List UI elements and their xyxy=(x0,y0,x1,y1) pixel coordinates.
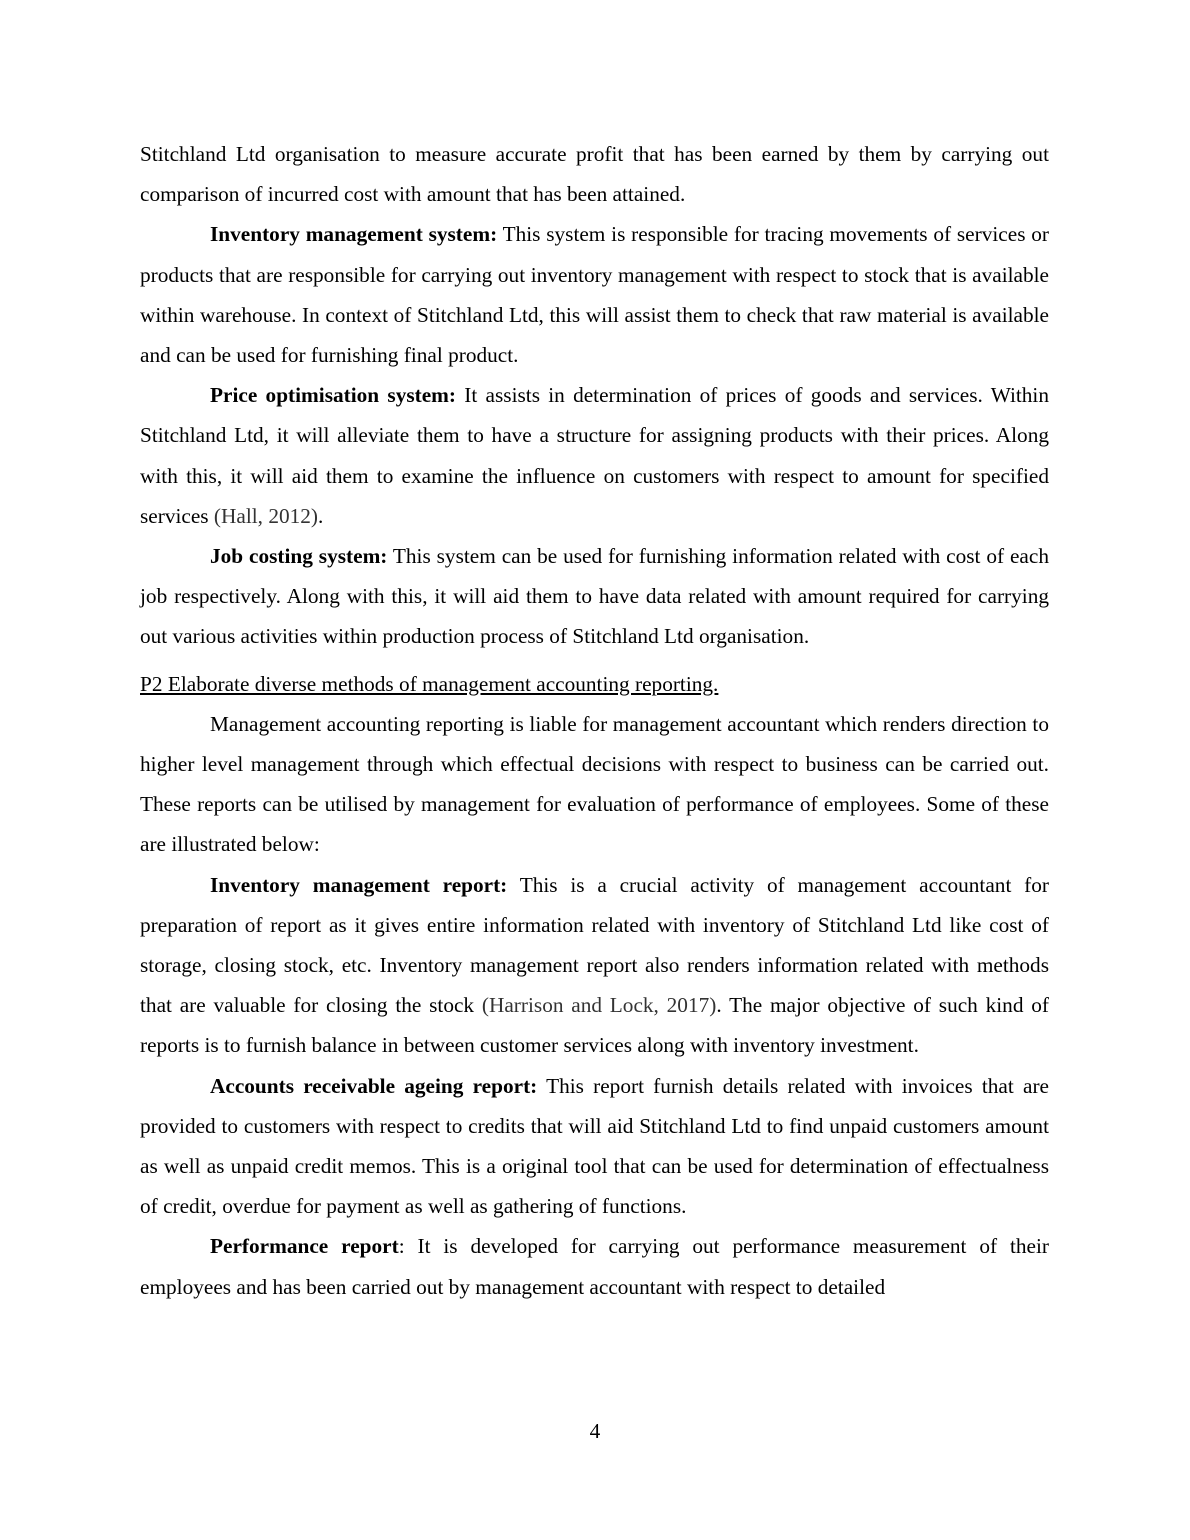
inventory-management-report-text: This is a crucial activity of management accountant for preparation of report as it gives entire information related with inventory of Stitchland Ltd like cost of storage, closing stock, etc. Inventory management report also renders information related with methods that are valuable for closing the stock xyxy=(140,872,1049,1018)
accounts-receivable-ageing-report-text: This report furnish details related with invoices that are provided to customers with respect to credits that will aid Stitchland Ltd to find unpaid customers amount as well as unpaid credit memos. This is a original tool that can be used for determination of effectualness of credit, overdue for payment as well as gathering of functions. xyxy=(140,1073,1050,1219)
performance-report-term: Performance report xyxy=(210,1234,399,1259)
price-optimisation-system-term: Price optimisation system: xyxy=(210,383,457,408)
accounts-receivable-ageing-report-term: Accounts receivable ageing report: xyxy=(210,1073,538,1098)
inventory-management-report-term: Inventory management report: xyxy=(210,872,508,897)
inventory-management-system-term: Inventory management system: xyxy=(210,222,498,247)
performance-report-paragraph xyxy=(140,1226,1049,1306)
performance-report-text: : It is developed for carrying out performance measurement of their employees and has been carried out by management accountant with respect to detailed xyxy=(140,1234,1049,1299)
price-optimisation-system-text: It assists in determination of prices of goods and services. Within Stitchland Ltd, it will alleviate them to have a structure for assigning products with their prices. Along with this, it will aid them to examine the influence on customers with respect to amount for specified services xyxy=(140,383,1049,528)
accounts-receivable-ageing-report-paragraph xyxy=(140,1066,1049,1227)
job-costing-system-text: This system can be used for furnishing information related with cost of each job respectively. Along with this, it will aid them to have data related with amount required for carrying out various activities within production process of Stitchland Ltd organisation. xyxy=(140,544,1049,649)
job-costing-system-paragraph xyxy=(140,536,1049,657)
intro-paragraph: Stitchland Ltd organisation to measure accurate profit that has been earned by them by carrying out comparison of incurred cost with amount that has been attained. xyxy=(140,142,1049,207)
citation-harrison-lock-2017: (Harrison and Lock, 2017) xyxy=(481,993,717,1018)
page-body xyxy=(140,134,1049,1307)
inventory-management-system-paragraph xyxy=(140,214,1049,375)
inventory-management-report-end: . The major objective of such kind of reports is to furnish balance in between customer services along with inventory investment. xyxy=(140,993,1049,1058)
inventory-management-report-paragraph xyxy=(140,865,1049,1066)
price-optimisation-system-end: . xyxy=(318,503,324,528)
price-optimisation-system-paragraph xyxy=(140,375,1049,536)
section-heading-p2: P2 Elaborate diverse methods of management accounting reporting. xyxy=(140,671,719,696)
job-costing-system-term: Job costing system: xyxy=(210,544,388,569)
inventory-management-system-text: This system is responsible for tracing movements of services or products that are responsible for carrying out inventory management with respect to stock that is available within warehouse. In context of Stitchland Ltd, this will assist them to check that raw material is available and can be used for furnishing final product. xyxy=(140,222,1049,368)
citation-hall-2012: (Hall, 2012) xyxy=(213,503,319,528)
page-number: 4 xyxy=(589,1419,601,1443)
section-intro-paragraph: Management accounting reporting is liable for management accountant which renders direction to higher level management through which effectual decisions with respect to business can be carried out. These reports can be utilised by management for evaluation of performance of employees. Some of these are illustrated below: xyxy=(140,711,1049,857)
